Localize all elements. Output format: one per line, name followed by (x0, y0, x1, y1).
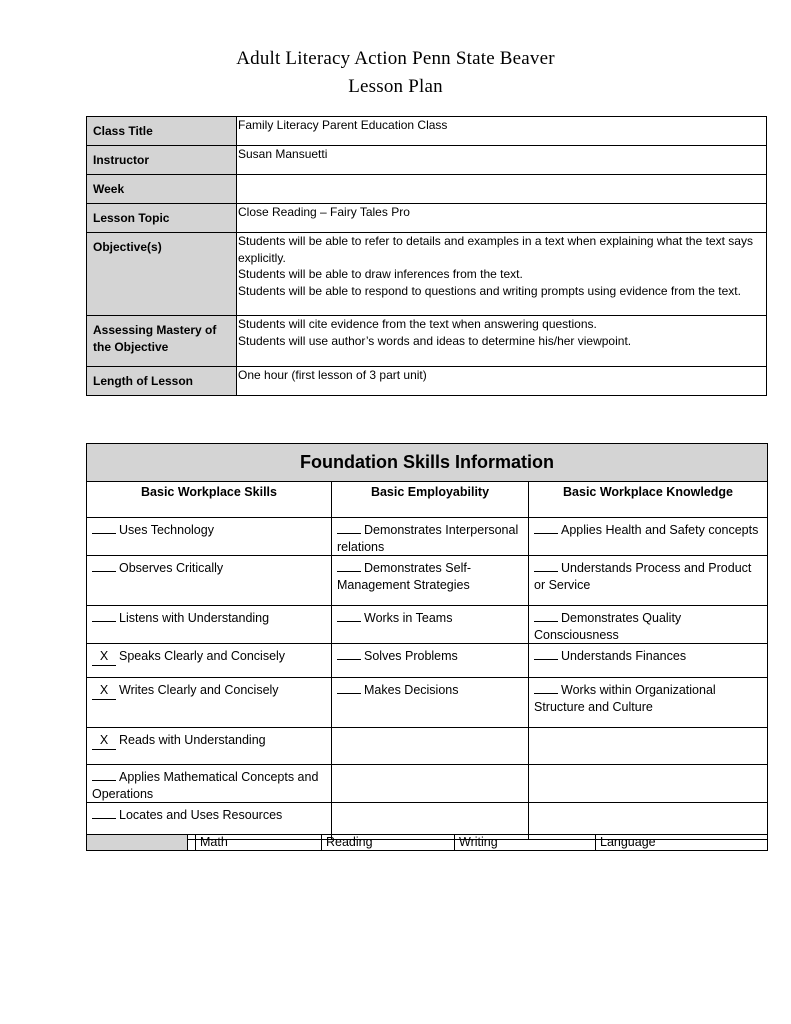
skill-label: Speaks Clearly and Concisely (119, 649, 286, 663)
skill-label: Makes Decisions (364, 683, 459, 697)
skill-cell (529, 556, 768, 606)
skill-blank-line (337, 610, 361, 622)
empty-cell (529, 765, 768, 803)
label-length-of-lesson: Length of Lesson (87, 367, 237, 396)
subject-strip-divider (188, 835, 196, 851)
value-week (237, 175, 767, 204)
skill-cell (332, 556, 529, 606)
empty-cell (332, 728, 529, 765)
skill-cell (332, 678, 529, 728)
value-length-of-lesson: One hour (first lesson of 3 part unit) (237, 367, 767, 396)
skill-label: Solves Problems (364, 649, 458, 663)
skill-label: Demonstrates Interpersonal relations (337, 523, 519, 554)
label-week: Week (87, 175, 237, 204)
skill-cell (87, 556, 332, 606)
foundation-skills-table (86, 443, 768, 840)
skill-blank-line (92, 807, 116, 819)
skill-label: Works within Organizational Structure and Culture (534, 683, 716, 714)
value-objectives (237, 233, 767, 316)
skill-cell (529, 606, 768, 644)
assessment-item: Students will use author’s words and ideas to determine his/her viewpoint. (238, 333, 632, 348)
value-instructor: Susan Mansuetti (237, 146, 767, 175)
skill-blank-line (534, 522, 558, 534)
label-class-title: Class Title (87, 117, 237, 146)
column-header-workplace-knowledge: Basic Workplace Knowledge (529, 482, 768, 518)
skill-blank-line (92, 610, 116, 622)
skill-cell (332, 518, 529, 556)
skill-blank-line (337, 648, 361, 660)
skill-label: Listens with Understanding (119, 611, 270, 625)
subject-strip-spacer (87, 835, 188, 851)
empty-cell (529, 728, 768, 765)
skill-checked-mark: X (92, 732, 116, 750)
skill-cell (87, 765, 332, 803)
skill-label: Writes Clearly and Concisely (119, 683, 279, 697)
value-lesson-topic: Close Reading – Fairy Tales Pro (237, 204, 767, 233)
label-lesson-topic: Lesson Topic (87, 204, 237, 233)
document-subtitle: Lesson Plan (348, 76, 443, 97)
foundation-header: Foundation Skills Information (87, 444, 768, 482)
skill-blank-line (337, 560, 361, 572)
skill-label: Demonstrates Self-Management Strategies (337, 561, 471, 592)
label-objectives: Objective(s) (87, 233, 237, 316)
skill-label: Works in Teams (364, 611, 453, 625)
subject-language: Language (596, 835, 768, 851)
value-class-title: Family Literacy Parent Education Class (237, 117, 767, 146)
skill-blank-line (337, 682, 361, 694)
skill-label: Locates and Uses Resources (119, 808, 283, 822)
skill-blank-line (92, 769, 116, 781)
value-assessing-mastery (237, 316, 767, 367)
subject-strip (86, 834, 768, 851)
subject-math: Math (196, 835, 322, 851)
skill-blank-line (92, 522, 116, 534)
skill-label: Applies Mathematical Concepts and Operations (92, 770, 319, 801)
document-title: Adult Literacy Action Penn State Beaver (236, 48, 555, 69)
skill-label: Observes Critically (119, 561, 224, 575)
skill-blank-line (534, 560, 558, 572)
skill-blank-line (337, 522, 361, 534)
assessment-item: Students will cite evidence from the text when answering questions. (238, 317, 597, 331)
subject-writing: Writing (455, 835, 596, 851)
skill-blank-line (92, 560, 116, 572)
column-header-workplace-skills: Basic Workplace Skills (87, 482, 332, 518)
skill-checked-mark: X (92, 648, 116, 666)
objective-item: Students will be able to respond to questions and writing prompts using evidence from the text. (238, 283, 741, 298)
skill-label: Demonstrates Quality Consciousness (534, 611, 682, 642)
skill-blank-line (534, 648, 558, 660)
label-instructor: Instructor (87, 146, 237, 175)
skill-cell (332, 606, 529, 644)
empty-cell (332, 765, 529, 803)
skill-label: Applies Health and Safety concepts (561, 523, 759, 537)
objective-item: Students will be able to draw inferences from the text. (238, 267, 523, 281)
skill-cell (332, 644, 529, 678)
skill-label: Understands Finances (561, 649, 687, 663)
column-header-employability: Basic Employability (332, 482, 529, 518)
skill-cell (87, 644, 332, 678)
label-assessing-mastery: Assessing Mastery of the Objective (87, 316, 237, 367)
skill-cell (529, 518, 768, 556)
skill-cell (87, 518, 332, 556)
subject-reading: Reading (322, 835, 455, 851)
skill-cell (87, 678, 332, 728)
lesson-plan-table (86, 116, 767, 396)
skill-label: Uses Technology (119, 523, 214, 537)
objective-item: Students will be able to refer to details and examples in a text when explaining what the text says explicitly. (238, 234, 753, 265)
skill-label: Understands Process and Product or Service (534, 561, 752, 592)
skill-cell (529, 678, 768, 728)
skill-cell (87, 606, 332, 644)
skill-checked-mark: X (92, 682, 116, 700)
skill-label: Reads with Understanding (119, 733, 266, 747)
skill-blank-line (534, 610, 558, 622)
skill-blank-line (534, 682, 558, 694)
skill-cell (529, 644, 768, 678)
skill-cell (87, 728, 332, 765)
